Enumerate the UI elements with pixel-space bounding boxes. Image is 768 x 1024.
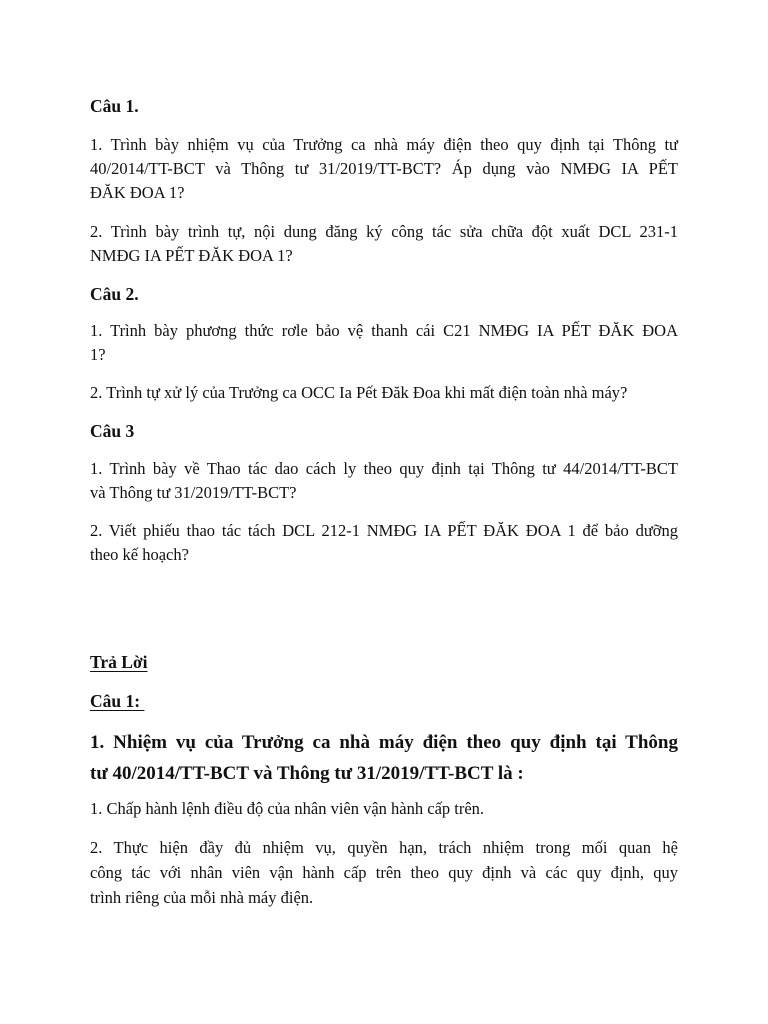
answer-1-title: Câu 1: xyxy=(90,691,145,711)
duty-2-line-2: công tác với nhân viên vận hành cấp trên theo quy định và các quy định, quy xyxy=(90,863,678,882)
question-2-item-2-line-1: 2. Trình tự xử lý của Trưởng ca OCC Ia Pết Đăk Đoa khi mất điện toàn nhà máy? xyxy=(90,383,628,402)
question-3-item-1-line-1: 1. Trình bày về Thao tác dao cách ly theo quy định tại Thông tư 44/2014/TT-BCT xyxy=(90,459,678,478)
question-2-title: Câu 2. xyxy=(90,284,139,304)
question-1-item-1-line-2: 40/2014/TT-BCT và Thông tư 31/2019/TT-BCT? Áp dụng vào NMĐG IA PẾT xyxy=(90,159,678,178)
duty-2-line-1: 2. Thực hiện đầy đủ nhiệm vụ, quyền hạn, trách nhiệm trong mối quan hệ xyxy=(90,838,678,857)
question-1-item-1-line-1: 1. Trình bày nhiệm vụ của Trưởng ca nhà máy điện theo quy định tại Thông tư xyxy=(90,135,678,154)
duty-1-line-1: 1. Chấp hành lệnh điều độ của nhân viên vận hành cấp trên. xyxy=(90,799,485,818)
question-2-item-1-line-2: 1? xyxy=(90,345,106,364)
duty-2-line-3: trình riêng của mỗi nhà máy điện. xyxy=(90,888,314,907)
question-3-item-2-line-2: theo kế hoạch? xyxy=(90,545,189,564)
question-1-item-1-line-3: ĐĂK ĐOA 1? xyxy=(90,183,185,202)
answer-1-heading-line-2: tư 40/2014/TT-BCT và Thông tư 31/2019/TT-BCT là : xyxy=(90,763,524,784)
answer-1-heading-line-1: 1. Nhiệm vụ của Trưởng ca nhà máy điện theo quy định tại Thông xyxy=(90,732,678,753)
question-2-item-1-line-1: 1. Trình bày phương thức rơle bảo vệ thanh cái C21 NMĐG IA PẾT ĐĂK ĐOA xyxy=(90,321,678,340)
answers-title: Trả Lời xyxy=(90,652,148,672)
question-3-item-1-line-2: và Thông tư 31/2019/TT-BCT? xyxy=(90,483,297,502)
question-3-item-2-line-1: 2. Viết phiếu thao tác tách DCL 212-1 NMĐG IA PẾT ĐĂK ĐOA 1 để bảo dưỡng xyxy=(90,521,678,540)
question-1-item-2-line-1: 2. Trình bày trình tự, nội dung đăng ký công tác sửa chữa đột xuất DCL 231-1 xyxy=(90,222,678,241)
question-3-title: Câu 3 xyxy=(90,421,135,441)
question-1-item-2-line-2: NMĐG IA PẾT ĐĂK ĐOA 1? xyxy=(90,246,293,265)
question-1-title: Câu 1. xyxy=(90,96,139,116)
